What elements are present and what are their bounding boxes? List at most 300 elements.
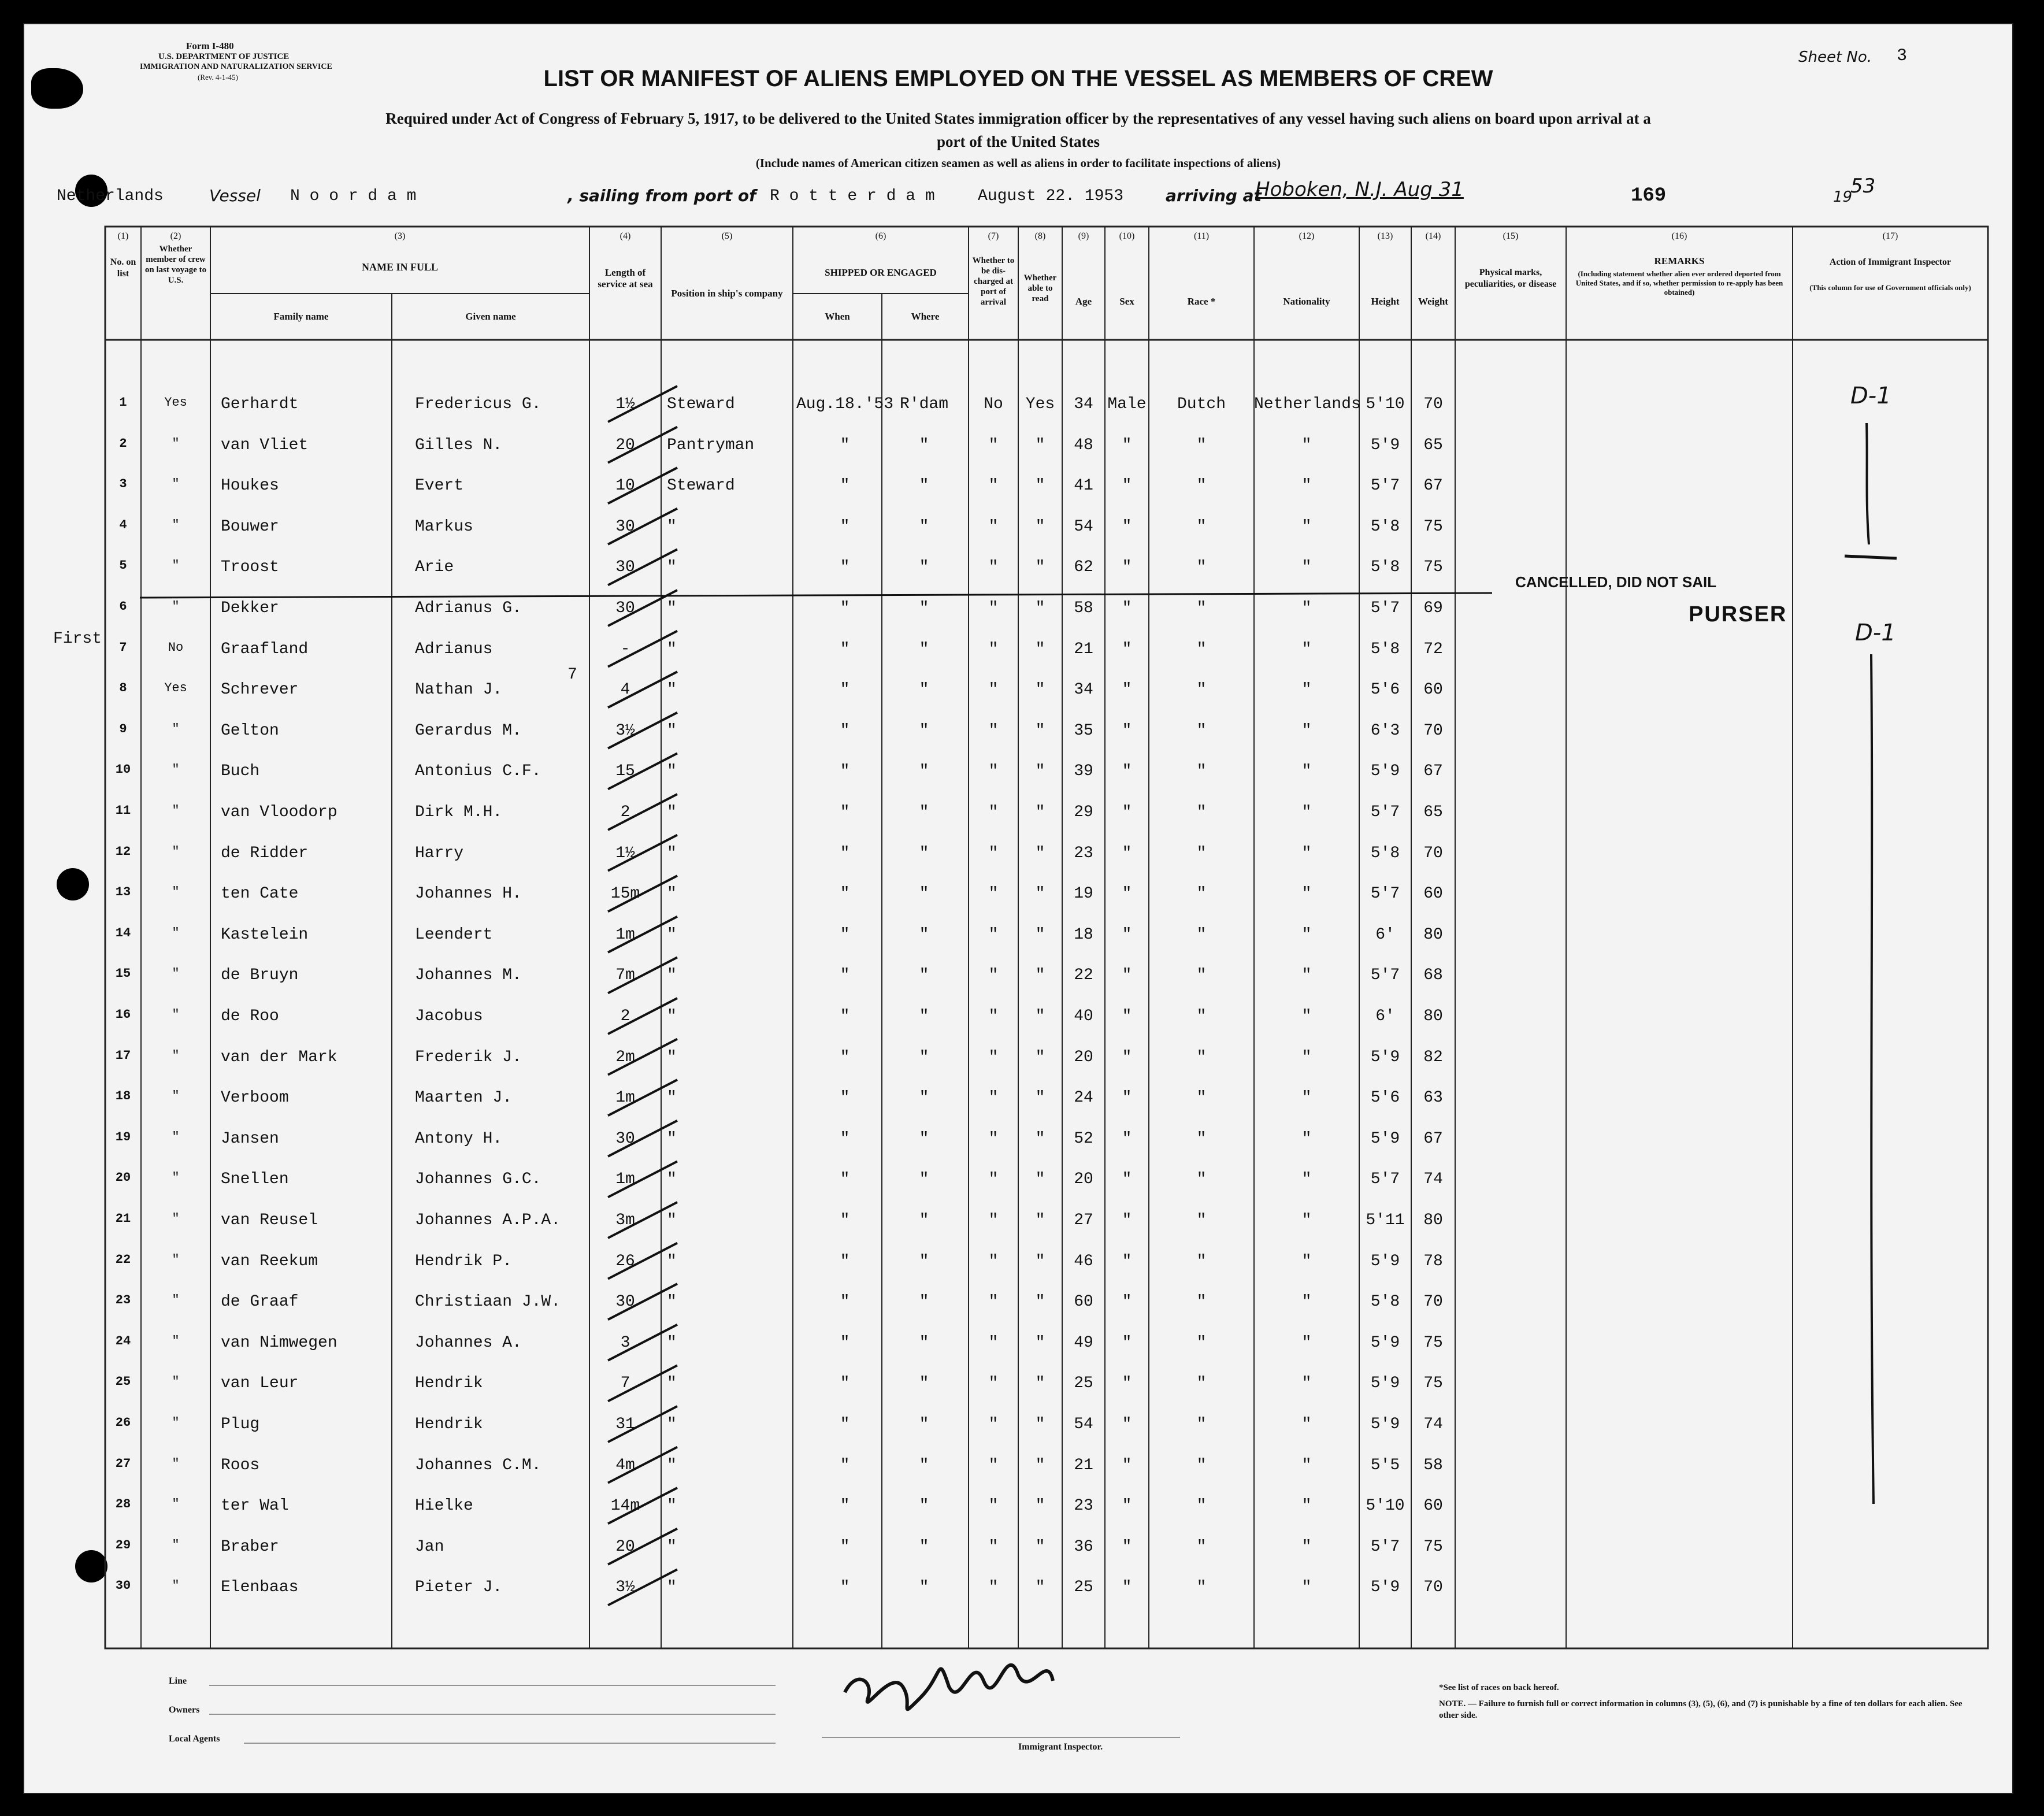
col-7-header: Whether to be dis- charged at port of arrival <box>972 256 1015 307</box>
cell-where: " <box>919 803 929 821</box>
cell-disch: " <box>988 762 999 781</box>
cell-nat: " <box>1301 558 1312 577</box>
cell-sex: " <box>1122 517 1132 536</box>
cell-weight: 80 <box>1423 925 1443 944</box>
cell-where: " <box>919 1333 929 1352</box>
cell-when: " <box>840 599 850 617</box>
cell-read: " <box>1035 1089 1045 1107</box>
cell-where: " <box>919 1293 929 1311</box>
cell-disch: " <box>988 517 999 536</box>
cell-sex: " <box>1122 681 1132 699</box>
cell-nat: " <box>1301 1578 1312 1597</box>
cell-position: " <box>667 1374 677 1393</box>
col-9-number: (9) <box>1078 231 1089 241</box>
cell-race: " <box>1196 885 1207 903</box>
cell-where: " <box>919 1007 929 1025</box>
cell-last: " <box>172 1211 180 1226</box>
cell-when: " <box>840 1252 850 1270</box>
cell-position: Steward <box>667 395 735 413</box>
cell-given: Nathan J. <box>415 681 503 699</box>
cell-service: 1m <box>615 1089 635 1107</box>
cell-nat: " <box>1301 1415 1312 1433</box>
cell-where: " <box>919 1089 929 1107</box>
cell-age: 39 <box>1074 762 1093 781</box>
vessel-label: Vessel <box>209 186 261 205</box>
cell-position: " <box>667 1129 677 1148</box>
cell-where: " <box>919 1497 929 1515</box>
cell-where: " <box>919 762 929 781</box>
cell-where: " <box>919 1129 929 1148</box>
cell-no: 18 <box>115 1089 131 1104</box>
cell-family: Verboom <box>221 1089 289 1107</box>
cell-last: " <box>172 721 180 736</box>
cell-given: Christiaan J.W. <box>415 1293 561 1311</box>
cell-race: " <box>1196 1293 1207 1311</box>
cell-sex: " <box>1122 1170 1132 1189</box>
cell-age: 23 <box>1074 844 1093 862</box>
cell-family: Bouwer <box>221 517 279 536</box>
cell-no: 16 <box>115 1007 131 1022</box>
cell-family: de Graaf <box>221 1293 299 1311</box>
vessel-name: N o o r d a m <box>290 187 417 205</box>
cell-position: " <box>667 925 677 944</box>
cell-when: " <box>840 681 850 699</box>
cell-sex: " <box>1122 1537 1132 1556</box>
cell-race: " <box>1196 1333 1207 1352</box>
cell-nat: " <box>1301 925 1312 944</box>
cell-last: " <box>172 844 180 859</box>
year-suffix: 53 <box>1850 175 1876 198</box>
departure-date: August 22. 1953 <box>978 187 1124 205</box>
cell-family: van Vloodorp <box>221 803 337 821</box>
cell-when: " <box>840 885 850 903</box>
cell-when: " <box>840 844 850 862</box>
cell-where: " <box>919 1048 929 1066</box>
cell-weight: 58 <box>1423 1456 1443 1474</box>
cell-weight: 80 <box>1423 1211 1443 1229</box>
footer-note: NOTE. — Failure to furnish full or correct information in columns (3), (5), (6), and (7) is punishable by a fine of ten dollars for each alien. See other side. <box>1439 1699 1963 1720</box>
cell-last: " <box>172 599 180 614</box>
cell-no: 29 <box>115 1537 131 1552</box>
cell-sex: " <box>1122 1497 1132 1515</box>
col-14-header: Weight <box>1418 296 1448 307</box>
cell-read: " <box>1035 1007 1045 1025</box>
cell-position: " <box>667 1170 677 1189</box>
purser-stamp: PURSER <box>1689 602 1787 627</box>
cell-read: " <box>1035 1129 1045 1148</box>
cell-position: " <box>667 762 677 781</box>
cell-race: " <box>1196 1048 1207 1066</box>
cell-height: 5'8 <box>1370 517 1400 536</box>
cell-nat: " <box>1301 966 1312 985</box>
cell-no: 25 <box>115 1374 131 1389</box>
sailing-label: , sailing from port of <box>567 186 756 205</box>
cell-no: 15 <box>115 966 131 981</box>
cell-where: " <box>919 640 929 658</box>
cell-when: " <box>840 1374 850 1393</box>
cell-disch: " <box>988 558 999 577</box>
cell-family: Troost <box>221 558 279 577</box>
cell-no: 27 <box>115 1456 131 1471</box>
cell-weight: 80 <box>1423 1007 1443 1025</box>
cell-when: " <box>840 1293 850 1311</box>
cancelled-stamp: CANCELLED, DID NOT SAIL <box>1515 573 1717 591</box>
cell-race: " <box>1196 966 1207 985</box>
inspector-mark-1: D-1 <box>1850 383 1891 409</box>
col-17-header: Action of Immigrant Inspector <box>1829 257 1952 267</box>
cell-height: 5'7 <box>1370 477 1400 495</box>
cell-read: " <box>1035 925 1045 944</box>
cell-last: " <box>172 436 180 451</box>
cell-weight: 72 <box>1423 640 1443 658</box>
cell-sex: " <box>1122 1374 1132 1393</box>
cell-family: ter Wal <box>221 1497 289 1515</box>
cell-age: 35 <box>1074 721 1093 740</box>
col-8-number: (8) <box>1034 231 1046 241</box>
cell-where: " <box>919 517 929 536</box>
cell-no: 19 <box>115 1129 131 1144</box>
cell-service: 30 <box>615 1129 635 1148</box>
cell-age: 25 <box>1074 1374 1093 1393</box>
cell-no: 11 <box>115 803 131 818</box>
cell-no: 8 <box>119 681 127 696</box>
cell-read: " <box>1035 1333 1045 1352</box>
cell-age: 18 <box>1074 925 1093 944</box>
cell-family: de Ridder <box>221 844 309 862</box>
col-6-when-header: When <box>825 311 850 322</box>
cell-nat: " <box>1301 1497 1312 1515</box>
cell-race: " <box>1196 1578 1207 1597</box>
inspector-mark-2: D-1 <box>1855 620 1896 646</box>
row8-note: 7 <box>567 666 577 684</box>
cell-read: " <box>1035 436 1045 454</box>
cell-where: " <box>919 925 929 944</box>
cell-service: 1m <box>615 1170 635 1189</box>
cell-sex: " <box>1122 1293 1132 1311</box>
col-11-header: Race * <box>1187 296 1216 307</box>
cell-read: " <box>1035 721 1045 740</box>
cell-sex: " <box>1122 966 1132 985</box>
cell-nat: " <box>1301 803 1312 821</box>
subtitle-3: (Include names of American citizen seamen as well as aliens in order to facilitate inspections of aliens) <box>755 156 1281 170</box>
cell-service: 7m <box>615 966 635 985</box>
cell-age: 48 <box>1074 436 1093 454</box>
cell-last: " <box>172 1089 180 1104</box>
cell-weight: 74 <box>1423 1170 1443 1189</box>
cell-weight: 78 <box>1423 1252 1443 1270</box>
cell-no: 17 <box>115 1048 131 1063</box>
cell-position: " <box>667 966 677 985</box>
cell-nat: " <box>1301 640 1312 658</box>
cell-race: " <box>1196 803 1207 821</box>
cell-nat: " <box>1301 1333 1312 1352</box>
cell-height: 5'11 <box>1366 1211 1405 1229</box>
cell-last: " <box>172 1333 180 1348</box>
cell-age: 54 <box>1074 1415 1093 1433</box>
form-revision: (Rev. 4-1-45) <box>198 73 238 81</box>
cell-weight: 68 <box>1423 966 1443 985</box>
cell-disch: " <box>988 1129 999 1148</box>
cell-weight: 82 <box>1423 1048 1443 1066</box>
col-6-number: (6) <box>875 231 886 241</box>
cell-when: " <box>840 477 850 495</box>
cell-disch: No <box>984 395 1003 413</box>
cell-last: " <box>172 1129 180 1144</box>
cell-where: " <box>919 885 929 903</box>
cell-service: 15m <box>610 885 640 903</box>
cell-given: Jacobus <box>415 1007 483 1025</box>
cell-race: " <box>1196 1170 1207 1189</box>
cell-when: " <box>840 1089 850 1107</box>
col-15-header: Physical marks, peculiarities, or disease <box>1464 268 1557 289</box>
sheet-label: Sheet No. <box>1798 49 1872 66</box>
cell-family: de Bruyn <box>221 966 299 985</box>
arrival-handwritten: Hoboken, N.J. Aug 31 <box>1255 178 1464 201</box>
col-6-header: SHIPPED OR ENGAGED <box>825 267 937 278</box>
sheet-number: 3 <box>1897 46 1908 66</box>
cell-where: " <box>919 1211 929 1229</box>
cell-given: Johannes H. <box>415 885 522 903</box>
cell-family: ten Cate <box>221 885 299 903</box>
cell-last: " <box>172 1456 180 1471</box>
cell-when: " <box>840 1456 850 1474</box>
cell-service: 26 <box>615 1252 635 1270</box>
cell-nat: " <box>1301 599 1312 617</box>
cell-service: 20 <box>615 436 635 454</box>
cell-race: " <box>1196 1129 1207 1148</box>
cell-sex: " <box>1122 1211 1132 1229</box>
col-6-where-header: Where <box>911 311 940 322</box>
cell-weight: 75 <box>1423 1333 1443 1352</box>
cell-height: 6' <box>1375 925 1395 944</box>
cell-when: " <box>840 1048 850 1066</box>
cell-disch: " <box>988 1293 999 1311</box>
cell-disch: " <box>988 681 999 699</box>
cell-race: " <box>1196 1252 1207 1270</box>
cell-weight: 60 <box>1423 885 1443 903</box>
cell-age: 34 <box>1074 681 1093 699</box>
cell-where: " <box>919 1170 929 1189</box>
owners-label: Owners <box>169 1705 200 1715</box>
col-2-number: (2) <box>170 231 181 241</box>
cell-disch: " <box>988 436 999 454</box>
cell-disch: " <box>988 966 999 985</box>
cell-given: Frederik J. <box>415 1048 522 1066</box>
cell-race: " <box>1196 558 1207 577</box>
cell-given: Leendert <box>415 925 493 944</box>
cell-position: " <box>667 1456 677 1474</box>
cell-height: 6'3 <box>1370 721 1400 740</box>
cell-where: " <box>919 1252 929 1270</box>
cell-sex: " <box>1122 477 1132 495</box>
col-7-number: (7) <box>988 231 999 241</box>
col-10-header: Sex <box>1119 296 1134 307</box>
cell-sex: " <box>1122 1252 1132 1270</box>
cell-no: 12 <box>115 844 131 859</box>
cell-age: 52 <box>1074 1129 1093 1148</box>
cell-service: 2 <box>620 803 630 821</box>
cell-weight: 60 <box>1423 1497 1443 1515</box>
cell-weight: 65 <box>1423 436 1443 454</box>
cell-nat: " <box>1301 762 1312 781</box>
cell-disch: " <box>988 599 999 617</box>
cell-given: Antonius C.F. <box>415 762 541 781</box>
cell-last: " <box>172 477 180 492</box>
cell-height: 5'8 <box>1370 1293 1400 1311</box>
cell-given: Gilles N. <box>415 436 503 454</box>
cell-sex: " <box>1122 599 1132 617</box>
cell-weight: 67 <box>1423 762 1443 781</box>
cell-last: " <box>172 1293 180 1308</box>
cell-disch: " <box>988 1333 999 1352</box>
cell-no: 13 <box>115 885 131 900</box>
cell-last: Yes <box>164 681 187 696</box>
cell-service: 31 <box>615 1415 635 1433</box>
cell-age: 23 <box>1074 1497 1093 1515</box>
cell-family: Gelton <box>221 721 279 740</box>
col-1-number: (1) <box>117 231 129 241</box>
cell-race: " <box>1196 517 1207 536</box>
cell-read: " <box>1035 1456 1045 1474</box>
cell-weight: 70 <box>1423 721 1443 740</box>
cell-when: " <box>840 762 850 781</box>
cell-no: 21 <box>115 1211 131 1226</box>
cell-sex: " <box>1122 803 1132 821</box>
cell-family: Plug <box>221 1415 260 1433</box>
cell-service: 14m <box>610 1497 640 1515</box>
cell-nat: " <box>1301 681 1312 699</box>
cell-family: Jansen <box>221 1129 279 1148</box>
cell-read: " <box>1035 1497 1045 1515</box>
cell-no: 5 <box>119 558 127 573</box>
cell-race: " <box>1196 599 1207 617</box>
cell-height: 5'10 <box>1366 1497 1405 1515</box>
cell-nat: " <box>1301 1293 1312 1311</box>
cell-read: " <box>1035 1170 1045 1189</box>
cell-race: " <box>1196 1415 1207 1433</box>
cell-family: Braber <box>221 1537 279 1556</box>
cell-service: 2m <box>615 1048 635 1066</box>
cell-when: " <box>840 966 850 985</box>
cell-where: " <box>919 477 929 495</box>
cell-last: " <box>172 925 180 940</box>
form-number: Form I-480 <box>186 40 234 51</box>
cell-height: 5'9 <box>1370 1374 1400 1393</box>
cell-no: 22 <box>115 1252 131 1267</box>
cell-race: " <box>1196 681 1207 699</box>
cell-sex: " <box>1122 1456 1132 1474</box>
cell-given: Johannes M. <box>415 966 522 985</box>
first-label: First <box>53 630 102 648</box>
col-12-header: Nationality <box>1283 296 1330 307</box>
cell-disch: " <box>988 1252 999 1270</box>
cell-read: " <box>1035 1415 1045 1433</box>
cell-position: " <box>667 803 677 821</box>
col-1-header: No. on list <box>110 257 136 279</box>
cell-position: " <box>667 640 677 658</box>
cell-last: Yes <box>164 395 187 410</box>
cell-age: 40 <box>1074 1007 1093 1025</box>
cell-nat: " <box>1301 721 1312 740</box>
cell-last: " <box>172 1170 180 1185</box>
cell-age: 58 <box>1074 599 1093 617</box>
subtitle-2: port of the United States <box>937 133 1100 150</box>
cell-nat: " <box>1301 1048 1312 1066</box>
line-label: Line <box>169 1676 187 1686</box>
cell-service: 15 <box>615 762 635 781</box>
cell-height: 5'9 <box>1370 1415 1400 1433</box>
cell-weight: 70 <box>1423 844 1443 862</box>
cell-given: Arie <box>415 558 454 577</box>
cell-last: " <box>172 1048 180 1063</box>
cell-height: 5'6 <box>1370 681 1400 699</box>
cell-age: 20 <box>1074 1170 1093 1189</box>
cell-age: 49 <box>1074 1333 1093 1352</box>
cell-given: Maarten J. <box>415 1089 513 1107</box>
cell-last: " <box>172 1578 180 1593</box>
cell-sex: " <box>1122 640 1132 658</box>
cell-read: " <box>1035 517 1045 536</box>
cell-nat: " <box>1301 477 1312 495</box>
cell-no: 23 <box>115 1293 131 1308</box>
cell-disch: " <box>988 885 999 903</box>
cell-position: " <box>667 1252 677 1270</box>
cell-race: " <box>1196 844 1207 862</box>
cell-height: 5'7 <box>1370 1170 1400 1189</box>
cell-service: 3½ <box>615 1578 635 1597</box>
cell-nat: " <box>1301 1211 1312 1229</box>
cell-race: " <box>1196 1007 1207 1025</box>
cell-given: Markus <box>415 517 473 536</box>
cell-given: Fredericus G. <box>415 395 541 413</box>
year-prefix: 19 <box>1833 188 1853 206</box>
cell-position: " <box>667 681 677 699</box>
subtitle-1: Required under Act of Congress of February 5, 1917, to be delivered to the United States immigration officer by the representatives of any vessel having such aliens on board upon arrival at a <box>385 110 1651 127</box>
cell-service: - <box>620 640 630 658</box>
cell-disch: " <box>988 1415 999 1433</box>
cell-height: 5'7 <box>1370 803 1400 821</box>
cell-position: " <box>667 1089 677 1107</box>
cell-no: 7 <box>119 640 127 655</box>
cell-sex: " <box>1122 558 1132 577</box>
cell-when: " <box>840 517 850 536</box>
col-16-header: REMARKS <box>1654 255 1705 266</box>
cell-last: " <box>172 517 180 532</box>
cell-disch: " <box>988 1048 999 1066</box>
cell-where: " <box>919 1456 929 1474</box>
cell-service: 3 <box>620 1333 630 1352</box>
cell-last: No <box>168 640 184 655</box>
voyage-number: 169 <box>1631 185 1667 207</box>
cell-sex: " <box>1122 1007 1132 1025</box>
cell-where: " <box>919 681 929 699</box>
col-17-number: (17) <box>1882 231 1898 241</box>
col-14-number: (14) <box>1425 231 1441 241</box>
cell-service: 30 <box>615 558 635 577</box>
cell-given: Dirk M.H. <box>415 803 503 821</box>
cell-height: 5'9 <box>1370 1129 1400 1148</box>
cell-position: " <box>667 1415 677 1433</box>
cell-read: " <box>1035 1374 1045 1393</box>
cell-read: " <box>1035 558 1045 577</box>
cell-sex: " <box>1122 436 1132 454</box>
cell-where: " <box>919 966 929 985</box>
cell-disch: " <box>988 925 999 944</box>
cell-where: " <box>919 558 929 577</box>
cell-where: " <box>919 844 929 862</box>
cell-height: 5'7 <box>1370 885 1400 903</box>
cell-service: 10 <box>615 477 635 495</box>
